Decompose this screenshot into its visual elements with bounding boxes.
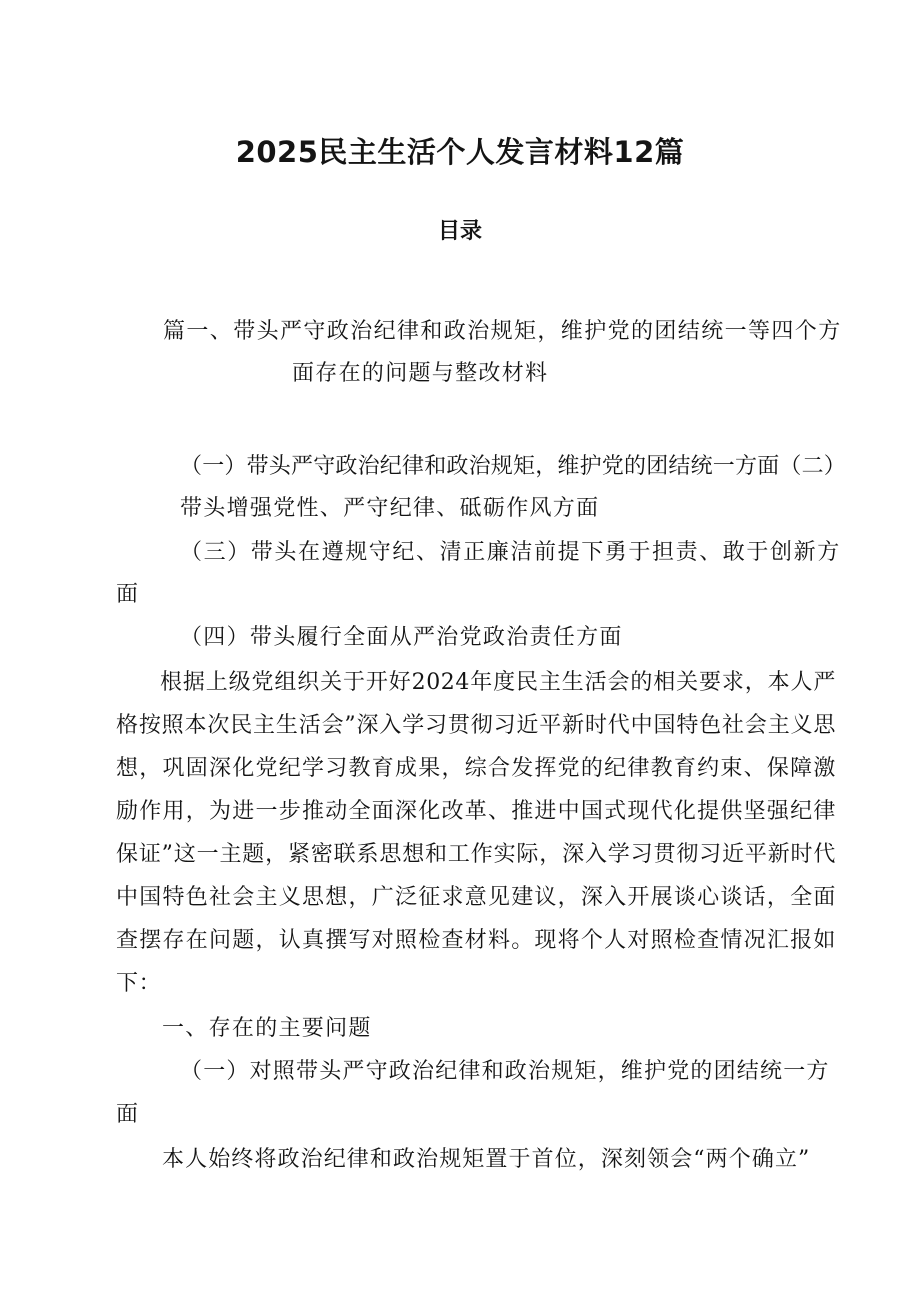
toc-heading: 目录 — [437, 219, 482, 244]
sub-heading-line-2: 面 — [116, 1102, 140, 1127]
document-title: 2025民主生活个人发言材料12篇 — [235, 135, 685, 169]
section-1-line-2: 带头增强党性、严守纪律、砥砺作风方面 — [180, 496, 600, 521]
sub-heading-line-1: （一）对照带头严守政治纪律和政治规矩，维护党的团结统一方 — [180, 1059, 830, 1084]
intro-paragraph: 根据上级党组织关于开好2024年度民主生活会的相关要求，本人严格按照本次民主生活会”深入学习贯彻习近平新时代中国特色社会主义思想，巩固深化党纪学习教育成果，综合发挥党的纪律教育约束、保障激励作用，为进一步推动全面深化改革、推进中国式现代化提供坚强纪律保证”这一主题，紧密联系思想和工作实际，深入学习贯彻习近平新时代中国特色社会主义思想，广泛征求意见建议，深入开展谈心谈话，全面查摆存在问题，认真撰写对照检查材料。现将个人对照检查情况汇报如下： — [116, 670, 836, 996]
section-3-line-2: 面 — [116, 582, 140, 607]
toc-entry-1-line-1: 篇一、带头严守政治纪律和政治规矩，维护党的团结统一等四个方 — [163, 319, 842, 344]
heading-main-problems: 一、存在的主要问题 — [162, 1016, 372, 1041]
section-4: （四）带头履行全面从严治党政治责任方面 — [180, 625, 623, 650]
toc-entry-1-line-2: 面存在的问题与整改材料 — [292, 361, 549, 386]
section-1-line-1: （一）带头严守政治纪律和政治规矩，维护党的团结统一方面（二） — [180, 454, 847, 479]
body-paragraph-start: 本人始终将政治纪律和政治规矩置于首位，深刻领会“两个确立” — [162, 1147, 811, 1172]
section-3-line-1: （三）带头在遵规守纪、清正廉洁前提下勇于担责、敢于创新方 — [180, 540, 841, 565]
